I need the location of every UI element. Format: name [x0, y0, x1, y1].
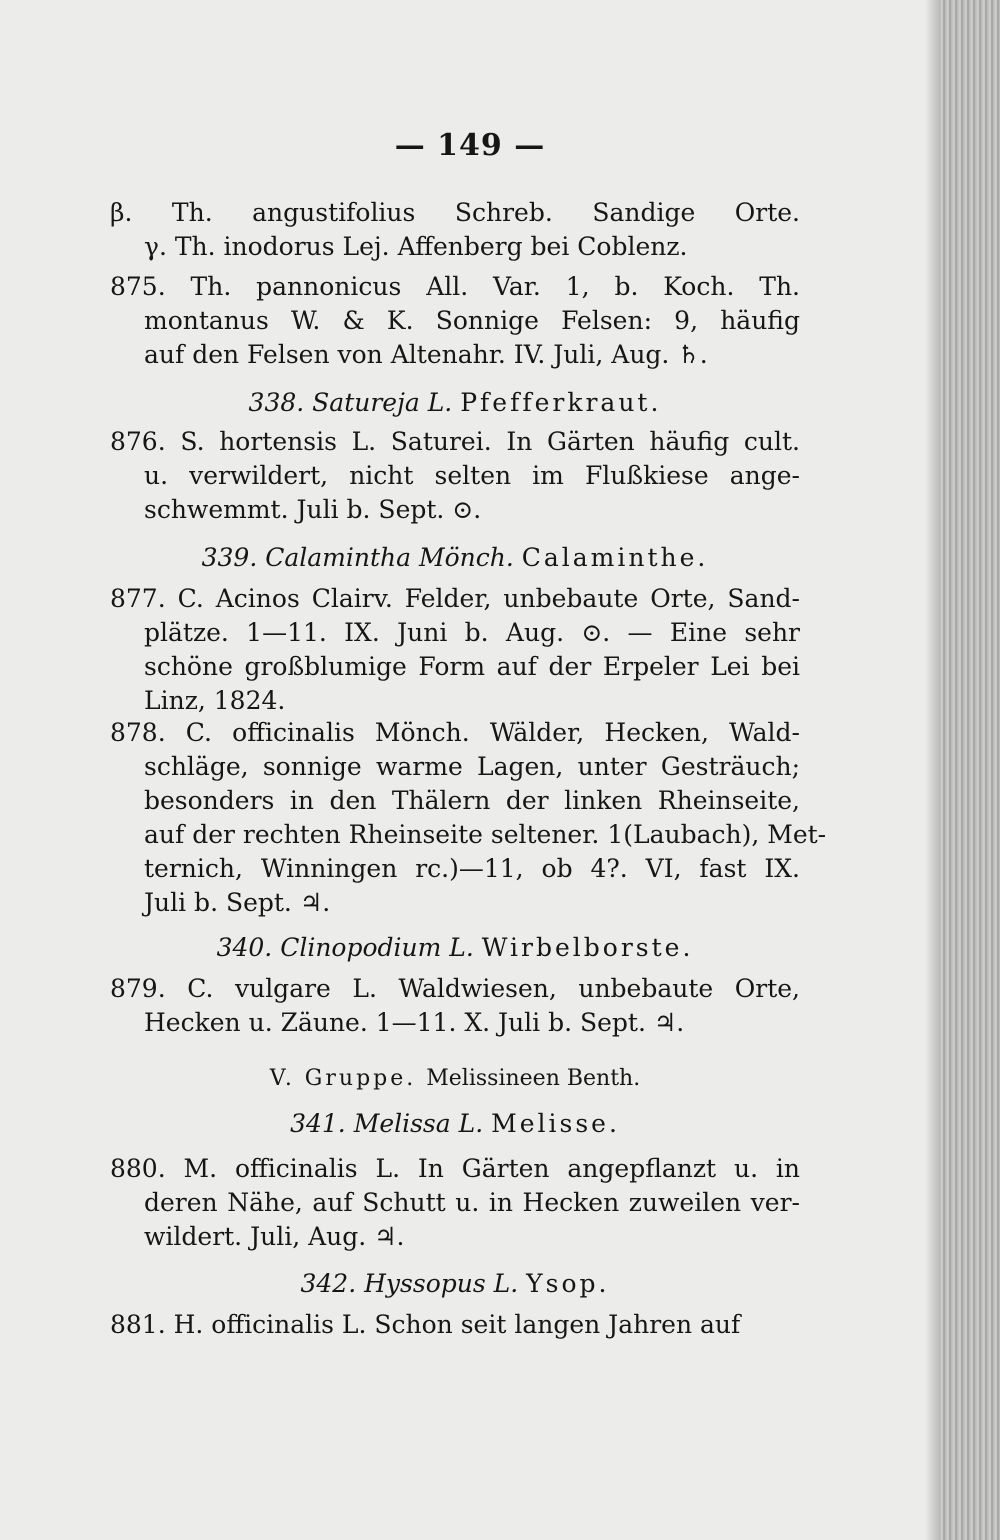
genus-name: Calamintha Mönch.	[265, 543, 522, 572]
entry-line: besonders in den Thälern der linken Rheinseite,	[144, 786, 800, 815]
entry-line: montanus W. & K. Sonnige Felsen: 9, häufig	[144, 306, 800, 335]
genus-number: 341.	[290, 1109, 354, 1138]
entry-line: 876. S. hortensis L. Saturei. In Gärten häufig cult.	[110, 427, 800, 456]
species-entry	[110, 425, 800, 527]
genus-heading	[110, 1266, 800, 1302]
entry-line: γ. Th. inodorus Lej. Affenberg bei Coblenz.	[144, 232, 688, 261]
group-name: Melissineen Benth.	[426, 1066, 641, 1091]
entry-line: deren Nähe, auf Schutt u. in Hecken zuweilen ver-	[144, 1188, 800, 1217]
genus-heading	[110, 1106, 800, 1142]
entry-line: 881. H. officinalis L. Schon seit langen Jahren auf	[110, 1310, 741, 1339]
genus-vernacular: Ysop.	[526, 1269, 610, 1298]
genus-heading	[110, 540, 800, 576]
species-entry	[110, 196, 800, 264]
entry-line: Linz, 1824.	[144, 686, 286, 715]
genus-name: Satureja L.	[312, 388, 461, 417]
genus-name: Hyssopus L.	[364, 1269, 527, 1298]
entry-line: schläge, sonnige warme Lagen, unter Gesträuch;	[144, 752, 800, 781]
entry-line: auf der rechten Rheinseite seltener. 1(Laubach), Met-	[144, 820, 827, 849]
group-label: V. Gruppe.	[269, 1066, 427, 1091]
species-entry	[110, 972, 800, 1040]
entry-line: Hecken u. Zäune. 1—11. X. Juli b. Sept. ♃.	[144, 1008, 685, 1037]
species-entry	[110, 582, 800, 718]
genus-number: 339.	[201, 543, 266, 572]
entry-line: auf den Felsen von Altenahr. IV. Juli, Aug. ♄.	[144, 340, 708, 369]
genus-vernacular: Calaminthe.	[521, 543, 709, 572]
entry-line: ternich, Winningen rc.)—11, ob 4?. VI, fast IX.	[144, 854, 800, 883]
genus-number: 338.	[248, 388, 313, 417]
entry-line: u. verwildert, nicht selten im Flußkiese ange-	[144, 461, 800, 490]
entry-line: 880. M. officinalis L. In Gärten angepflanzt u. in	[110, 1154, 800, 1183]
species-entry	[110, 270, 800, 372]
entry-line: wildert. Juli, Aug. ♃.	[144, 1222, 405, 1251]
entry-line: 877. C. Acinos Clairv. Felder, unbebaute Orte, Sand-	[110, 584, 800, 613]
entry-line: 878. C. officinalis Mönch. Wälder, Hecken, Wald-	[110, 718, 800, 747]
genus-name: Clinopodium L.	[280, 933, 482, 962]
page-number: — 149 —	[394, 128, 546, 163]
genus-number: 340.	[216, 933, 281, 962]
genus-number: 342.	[300, 1269, 365, 1298]
species-entry	[110, 1308, 800, 1342]
entry-line: β. Th. angustifolius Schreb. Sandige Orte.	[110, 198, 800, 227]
genus-heading	[110, 930, 800, 966]
entry-line: plätze. 1—11. IX. Juni b. Aug. ⊙. — Eine sehr	[144, 618, 800, 647]
genus-heading	[110, 385, 800, 421]
genus-vernacular: Pfefferkraut.	[460, 388, 662, 417]
entry-line: 875. Th. pannonicus All. Var. 1, b. Koch. Th.	[110, 272, 800, 301]
page-edge-stack	[940, 0, 1000, 1540]
species-entry	[110, 716, 827, 920]
group-heading	[110, 1062, 800, 1096]
species-entry	[110, 1152, 800, 1254]
genus-name: Melissa L.	[353, 1109, 492, 1138]
entry-line: schöne großblumige Form auf der Erpeler Lei bei	[144, 652, 800, 681]
entry-line: 879. C. vulgare L. Waldwiesen, unbebaute Orte,	[110, 974, 800, 1003]
entry-line: schwemmt. Juli b. Sept. ⊙.	[144, 495, 482, 524]
genus-vernacular: Melisse.	[491, 1109, 620, 1138]
genus-vernacular: Wirbelborste.	[481, 933, 694, 962]
entry-line: Juli b. Sept. ♃.	[144, 888, 331, 917]
